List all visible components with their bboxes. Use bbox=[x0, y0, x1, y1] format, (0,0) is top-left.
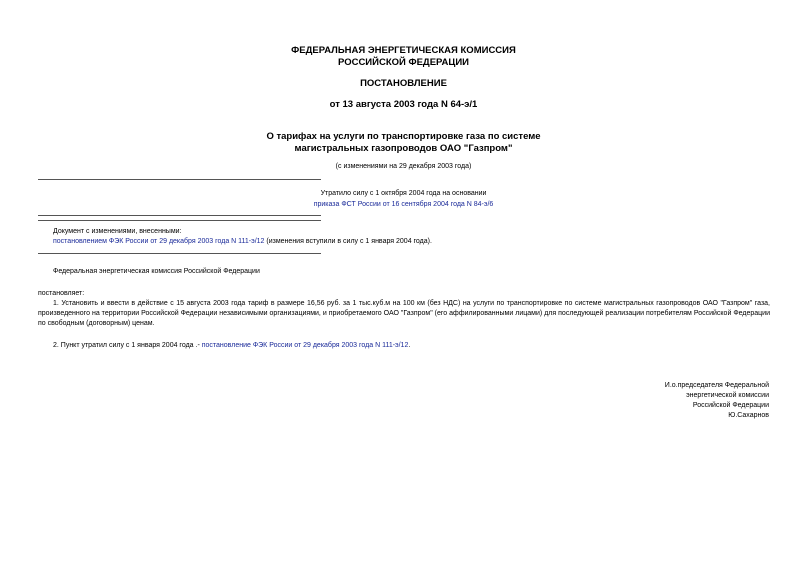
signatory-name: Ю.Сахарнов bbox=[728, 412, 769, 419]
item-2 bbox=[53, 341, 410, 351]
status-text: Утратило силу с 1 октября 2004 года на основании bbox=[320, 190, 487, 197]
divider bbox=[38, 179, 321, 180]
item-2-end: . bbox=[408, 342, 411, 349]
doc-title-line2: магистральных газопроводов ОАО "Газпром" bbox=[294, 143, 513, 154]
changes-suffix: (изменения вступили в силу с 1 января 2004 года). bbox=[264, 238, 432, 245]
doc-type: ПОСТАНОВЛЕНИЕ bbox=[360, 78, 447, 89]
changes-line bbox=[53, 237, 432, 247]
divider bbox=[38, 253, 321, 254]
changes-label: Документ с изменениями, внесенными: bbox=[53, 228, 182, 235]
agency-name-line2: РОССИЙСКОЙ ФЕДЕРАЦИИ bbox=[337, 57, 469, 68]
item-2-link[interactable]: постановление ФЭК России от 29 декабря 2003 года N 111-э/12 bbox=[201, 342, 409, 349]
agency-name-line1: ФЕДЕРАЛЬНАЯ ЭНЕРГЕТИЧЕСКАЯ КОМИССИЯ bbox=[291, 45, 516, 56]
signature-line: Российской Федерации bbox=[692, 402, 769, 409]
divider bbox=[38, 215, 321, 216]
signature-line: энергетической комиссии bbox=[686, 392, 769, 399]
amendment-note: (с изменениями на 29 декабря 2003 года) bbox=[335, 163, 472, 170]
resolves-text: постановляет: bbox=[38, 290, 85, 297]
divider bbox=[38, 220, 321, 221]
item-2-text: 2. Пункт утратил силу с 1 января 2004 года .- bbox=[53, 342, 202, 349]
doc-title-line1: О тарифах на услуги по транспортировке газа по системе bbox=[266, 131, 541, 142]
signature-block bbox=[665, 381, 769, 421]
signature-line: И.о.председателя Федеральной bbox=[664, 382, 769, 389]
doc-date-number: от 13 августа 2003 года N 64-э/1 bbox=[329, 99, 478, 110]
status-link-wrap bbox=[0, 200, 807, 210]
item-1: 1. Установить и ввести в действие с 15 августа 2003 года тариф в размере 16,56 руб. за 1 тыс.куб.м на 100 км (без НДС) на услуги по транспортировке по системе магистральных газопроводов ОАО "Газпром" газа, произведенного на территории Российской Федерации независимыми организациями, и приобретаемого ОАО "Газпром" (его аффилированными лицами) для последующей реализации потребителям Российской Федерации по свободным (договорным) ценам. bbox=[38, 300, 770, 327]
status-link[interactable]: приказа ФСТ России от 16 сентября 2004 года N 84-э/6 bbox=[313, 201, 494, 208]
changes-link[interactable]: постановлением ФЭК России от 29 декабря 2003 года N 111-э/12 bbox=[53, 238, 265, 245]
intro-text: Федеральная энергетическая комиссия Российской Федерации bbox=[53, 268, 260, 275]
